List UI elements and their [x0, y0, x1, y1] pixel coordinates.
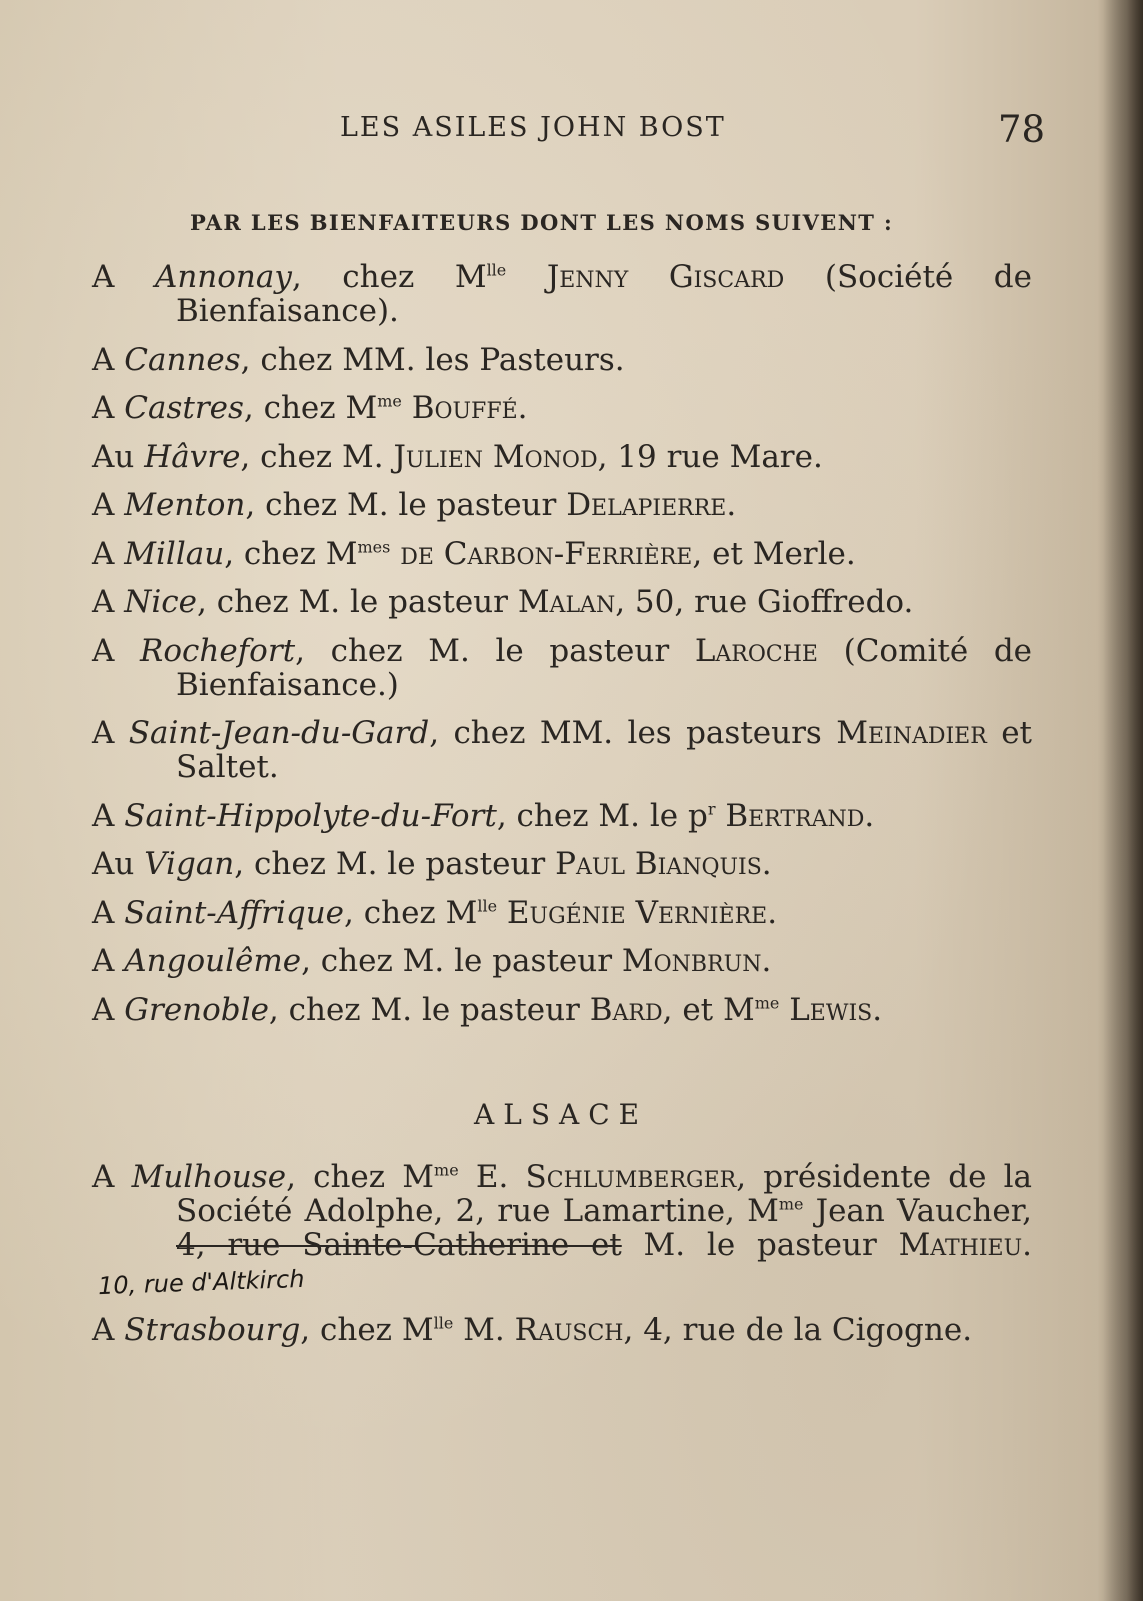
entry-0: [92, 260, 1032, 328]
entry-name: Delapierre: [566, 487, 727, 523]
entry-name: Malan: [517, 584, 616, 620]
entry-name: Bouffé: [411, 390, 518, 426]
entry-text: .: [761, 846, 772, 882]
entry-text: .: [767, 894, 778, 931]
entry-name: Eugénie Vernière: [506, 894, 768, 931]
entry-3: [92, 440, 1032, 474]
entry-sup: me: [778, 1194, 804, 1214]
section-title-alsace: ALSACE: [474, 1098, 649, 1131]
entry-sup: me: [754, 993, 780, 1013]
entry-name: Jenny Giscard: [546, 259, 785, 295]
entry-lead: A: [92, 797, 115, 834]
entry-text: , chez M: [344, 894, 478, 931]
entry-text: , chez M: [224, 535, 358, 572]
entry-name: Paul Bianquis: [555, 846, 762, 882]
entry-city: Annonay: [154, 259, 292, 295]
entry-11: [92, 896, 1032, 930]
entry-text: , chez M. le pasteur: [197, 584, 518, 620]
entry-text: .: [872, 991, 883, 1028]
entry-sup: lle: [486, 260, 507, 280]
entry-text: , 19 rue Mare.: [597, 438, 823, 475]
entry-lead: Au: [92, 846, 135, 882]
entry-9: [92, 799, 1032, 833]
entry-text: , chez M. le pasteur: [295, 632, 695, 669]
entry-text: M.: [453, 1311, 515, 1348]
entry-10: [92, 847, 1032, 881]
entry-lead: A: [92, 715, 115, 751]
entry-sup: mes: [357, 537, 391, 557]
entry-name: de Carbon-Ferrière: [400, 535, 693, 572]
running-head: LES ASILES JOHN BOST: [340, 112, 726, 143]
spine-shadow: [1103, 0, 1143, 1601]
entry-text: , chez M: [300, 1311, 434, 1348]
entry-sup: lle: [477, 896, 498, 916]
entry-city: Strasbourg: [124, 1311, 301, 1348]
entry-city: Hâvre: [144, 438, 241, 475]
entry-lead: A: [92, 632, 115, 669]
entry-text: , chez MM. les pasteurs: [429, 715, 837, 751]
entry-city: Saint-Hippolyte-du-Fort: [124, 797, 497, 834]
entry-city: Angoulême: [124, 943, 302, 979]
entry-city: Grenoble: [124, 991, 269, 1028]
entry-text: .: [761, 943, 772, 979]
entry-text: , chez M. le pasteur: [268, 991, 590, 1028]
entry-sup: r: [707, 799, 716, 819]
entry-name: Bertrand: [725, 797, 865, 834]
entry-text: , chez M. le pasteur: [301, 943, 622, 979]
handwritten-annotation: 10, rue d'Altkirch: [97, 1264, 305, 1301]
page-number: 78: [998, 108, 1046, 151]
entry-7: [92, 634, 1032, 702]
entry-mulhouse: [92, 1159, 1032, 1301]
entry-lead: A: [92, 259, 115, 295]
entry-lead: A: [92, 487, 115, 523]
entry-city: Millau: [124, 535, 225, 572]
entry-city: Menton: [124, 487, 246, 523]
entry-sup: me: [377, 391, 402, 411]
entry-text: E.: [458, 1159, 526, 1195]
entry-text: , chez M: [286, 1159, 435, 1195]
entry-text: (Société de Bienfaisance).: [176, 259, 1032, 329]
entry-text: , présidente de la Société Adolphe, 2, rue Lamartine, M: [176, 1159, 1032, 1229]
entry-text: [390, 536, 400, 572]
entry-12: [92, 944, 1032, 978]
entry-name: Mathieu: [898, 1227, 1023, 1263]
entry-8: [92, 716, 1032, 784]
entry-text: , et Merle.: [692, 535, 856, 572]
struck-address: 4, rue Sainte-Catherine et: [176, 1227, 622, 1263]
entry-text: .: [726, 487, 737, 523]
entry-text: , chez MM. les Pasteurs.: [240, 341, 625, 378]
entry-text: [506, 259, 547, 295]
entry-2: [92, 391, 1032, 425]
benefactor-list: [92, 260, 1032, 1041]
entry-lead: A: [92, 894, 115, 931]
entry-text: , 50, rue Gioffredo.: [615, 584, 914, 620]
entry-4: [92, 488, 1032, 522]
entry-text: [402, 390, 412, 426]
entry-text: Jean Vaucher,: [803, 1193, 1032, 1229]
entry-text: M. le pasteur: [621, 1227, 899, 1263]
entry-lead: A: [92, 390, 115, 426]
entry-1: [92, 343, 1032, 377]
entry-text: , chez M: [291, 259, 487, 295]
entry-6: [92, 585, 1032, 619]
entry-lead: A: [92, 584, 115, 620]
entry-text: , et M: [662, 991, 755, 1028]
alsace-list: [92, 1160, 1032, 1361]
entry-lead: A: [92, 1159, 115, 1195]
entry-text: (Comité de Bienfaisance.): [176, 632, 1033, 703]
entry-5: [92, 537, 1032, 571]
entry-text: [497, 895, 507, 931]
entry-text: [715, 798, 725, 834]
entry-text: et Saltet.: [176, 715, 1032, 785]
intro-line: PAR LES BIENFAITEURS DONT LES NOMS SUIVENT :: [190, 210, 894, 235]
entry-text: , chez M. le pasteur: [245, 487, 567, 523]
entry-lead: A: [92, 341, 115, 378]
entry-sup: me: [434, 1160, 459, 1180]
entry-lead: A: [92, 943, 115, 979]
entry-text: , 4, rue de la Cigogne.: [623, 1311, 973, 1348]
entry-city: Vigan: [144, 846, 235, 882]
entry-text: , chez M.: [240, 438, 394, 475]
entry-city: Nice: [124, 584, 197, 620]
entry-city: Saint-Jean-du-Gard: [128, 715, 430, 751]
entry-lead: A: [92, 991, 115, 1028]
entry-name: Lewis: [789, 991, 873, 1028]
entry-lead: Au: [92, 438, 135, 475]
entry-name: Bard: [589, 991, 663, 1028]
entry-lead: A: [92, 1311, 115, 1348]
entry-name: Rausch: [514, 1311, 624, 1348]
entry-name: Schlumberger: [525, 1159, 737, 1195]
entry-text: , chez M: [243, 390, 378, 426]
entry-city: Cannes: [124, 341, 241, 378]
entry-city: Rochefort: [140, 632, 296, 669]
entry-name: Laroche: [694, 632, 818, 669]
entry-13: [92, 993, 1032, 1027]
entry-text: , chez M. le pasteur: [234, 846, 556, 882]
entry-text: , chez M. le p: [496, 797, 708, 834]
entry-name: Monbrun: [621, 943, 762, 979]
entry-city: Castres: [124, 390, 244, 426]
entry-city: Saint-Affrique: [124, 894, 345, 931]
entry-name: Meinadier: [836, 715, 987, 751]
entry-text: .: [1022, 1227, 1032, 1263]
entry-text: .: [517, 390, 528, 426]
entry-name: Julien Monod: [393, 438, 598, 475]
entry-sup: lle: [433, 1313, 454, 1333]
entry-lead: A: [92, 535, 115, 572]
entry-text: .: [864, 797, 875, 834]
entry-city: Mulhouse: [131, 1159, 287, 1195]
entry-strasbourg: [92, 1313, 1032, 1347]
